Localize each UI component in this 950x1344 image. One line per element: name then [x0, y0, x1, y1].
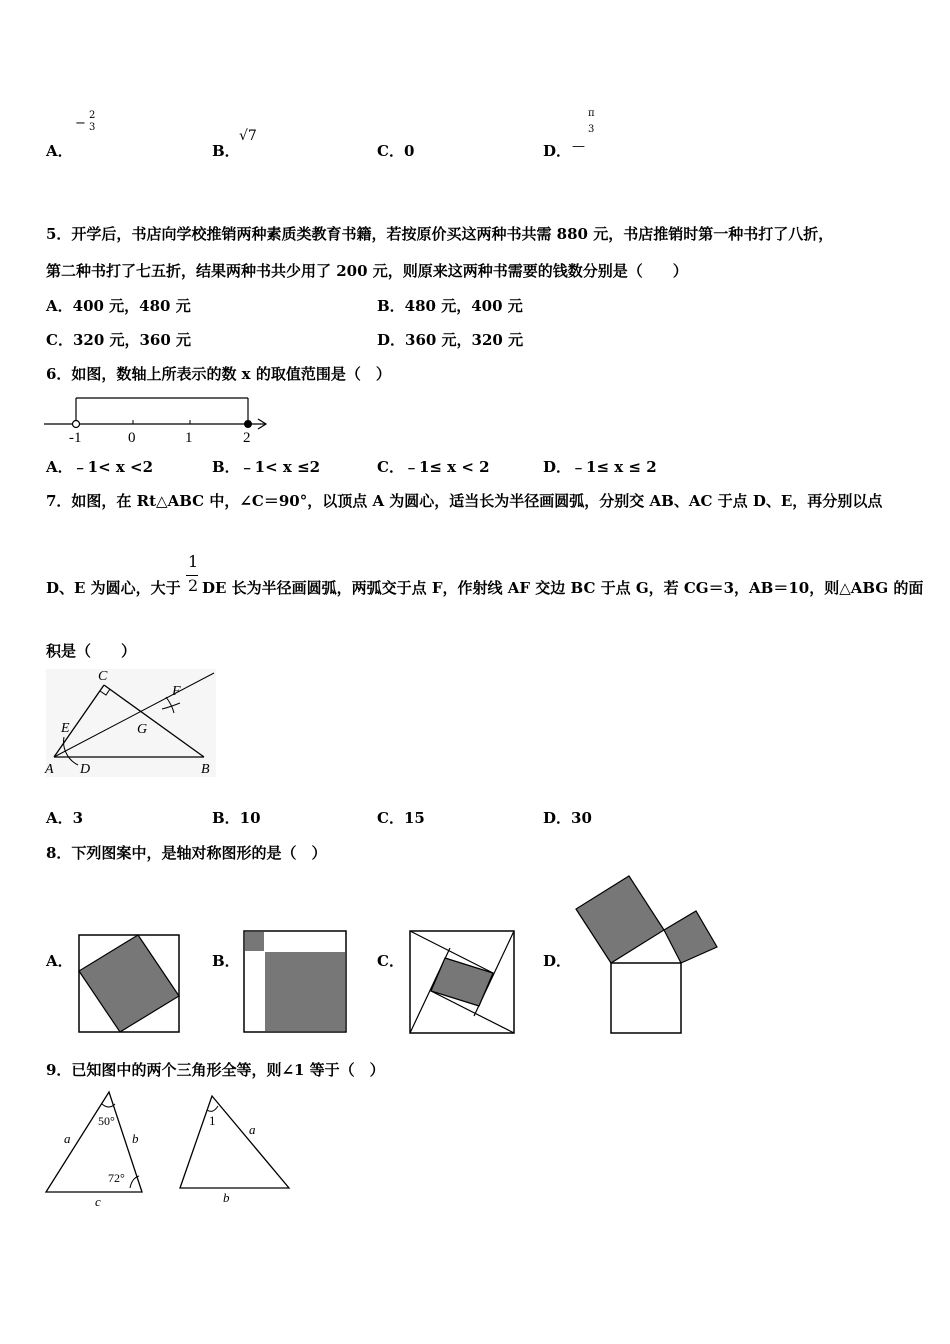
label-g: G [137, 722, 148, 737]
angle-label-50: 50° [98, 1114, 115, 1128]
q7-option-d[interactable]: D．30 [543, 809, 592, 827]
q7-option-b[interactable]: B．10 [212, 809, 261, 827]
left-square [576, 876, 664, 963]
q4-option-a[interactable] [46, 140, 73, 161]
side-label-b: b [132, 1131, 139, 1146]
q9-triangle-1 [42, 1088, 150, 1208]
q4-option-b-letter: B． [212, 142, 240, 160]
q7-stem-line2-pre: D、E 为圆心，大于 [46, 579, 181, 597]
q7-option-c[interactable]: C．15 [377, 809, 425, 827]
side-label-b: b [223, 1190, 230, 1205]
q7-option-a[interactable]: A．3 [46, 809, 84, 827]
large-square [265, 952, 345, 1031]
side-label-a: a [249, 1122, 256, 1137]
closed-point-icon [245, 421, 252, 428]
q8-option-c[interactable]: C． [377, 952, 404, 970]
q4-option-b[interactable] [212, 140, 240, 161]
q5-option-b[interactable]: B．480 元，400 元 [377, 297, 523, 315]
fraction-denominator: 3 [89, 122, 96, 133]
tick-label-2: 2 [243, 430, 251, 446]
tick-label-0: 0 [128, 430, 136, 446]
q6-stem: 6．如图，数轴上所表示的数 x 的取值范围是（ ） [46, 365, 391, 383]
q5-stem-line2: 第二种书打了七五折，结果两种书共少用了 200 元，则原来这两种书需要的钱数分别是（ ） [46, 262, 688, 280]
q4-option-d-letter: D． [543, 142, 572, 160]
q6-option-d[interactable]: D．﹣1≤ x ≤ 2 [543, 458, 657, 476]
q8-figure-a [78, 934, 181, 1034]
label-b: B [201, 762, 210, 777]
q6-option-a[interactable]: A．﹣1< x <2 [46, 458, 154, 476]
q7-stem-line3: 积是（ ） [46, 642, 137, 660]
fraction-denominator: 2 [188, 576, 199, 595]
tick-label-1: 1 [185, 430, 193, 446]
fraction-numerator: 1 [188, 552, 199, 571]
q4-option-c[interactable]: C．0 [377, 142, 415, 160]
side-label-c: c [95, 1194, 101, 1208]
q7-triangle-figure [42, 665, 218, 779]
q5-option-c[interactable]: C．320 元，360 元 [46, 331, 192, 349]
q8-option-d[interactable]: D． [543, 952, 572, 970]
bottom-square [611, 963, 681, 1033]
q5-option-d[interactable]: D．360 元，320 元 [377, 331, 524, 349]
corner-square [245, 932, 264, 951]
label-c: C [98, 669, 108, 684]
fraction-numerator: π [588, 108, 595, 119]
tick-label-neg1: -1 [69, 430, 82, 446]
q8-stem: 8．下列图案中，是轴对称图形的是（ ） [46, 844, 327, 862]
triangle-2-shape [180, 1096, 289, 1188]
q8-figure-d [574, 874, 720, 1036]
minus-sign: — [572, 139, 585, 154]
label-e: E [61, 721, 70, 736]
q5-option-a[interactable]: A．400 元，480 元 [46, 297, 191, 315]
number-line-figure [40, 390, 280, 448]
q8-option-a[interactable]: A． [46, 952, 73, 970]
triangle-1-shape [46, 1092, 142, 1192]
q6-option-b[interactable]: B．﹣1< x ≤2 [212, 458, 321, 476]
side-label-a: a [64, 1131, 71, 1146]
q9-stem: 9．已知图中的两个三角形全等，则∠1 等于（ ） [46, 1061, 385, 1079]
q5-stem-line1: 5．开学后，书店向学校推销两种素质类教育书籍，若按原价买这两种书共需 880 元，书店推销时第一种书打了八折， [46, 225, 834, 243]
q8-figure-b [243, 930, 348, 1034]
q9-triangle-2 [176, 1092, 294, 1207]
open-point-icon [73, 421, 80, 428]
label-a: A [45, 762, 54, 777]
fraction-numerator: 2 [89, 110, 96, 121]
q7-stem-line1: 7．如图，在 Rt△ABC 中，∠C＝90°，以顶点 A 为圆心，适当长为半径画圆弧，分别交 AB、AC 于点 D、E，再分别以点 [46, 492, 883, 510]
angle-label-1: 1 [209, 1113, 216, 1128]
q4-option-b-value: √7 [239, 128, 257, 144]
q4-option-a-letter: A． [46, 142, 73, 160]
q6-option-c[interactable]: C．﹣1≤ x < 2 [377, 458, 490, 476]
label-f: F [172, 684, 181, 699]
fraction-denominator: 3 [588, 124, 595, 135]
label-d: D [80, 762, 91, 777]
q4-option-d[interactable] [543, 140, 571, 161]
q8-option-b[interactable]: B． [212, 952, 240, 970]
q7-stem-line2-post: DE 长为半径画圆弧，两弧交于点 F，作射线 AF 交边 BC 于点 G，若 CG＝3，AB＝10，则△ABG 的面 [202, 579, 924, 597]
right-square [664, 911, 717, 963]
minus-sign: − [75, 116, 86, 131]
angle-label-72: 72° [108, 1171, 125, 1185]
q8-figure-c [409, 930, 516, 1035]
